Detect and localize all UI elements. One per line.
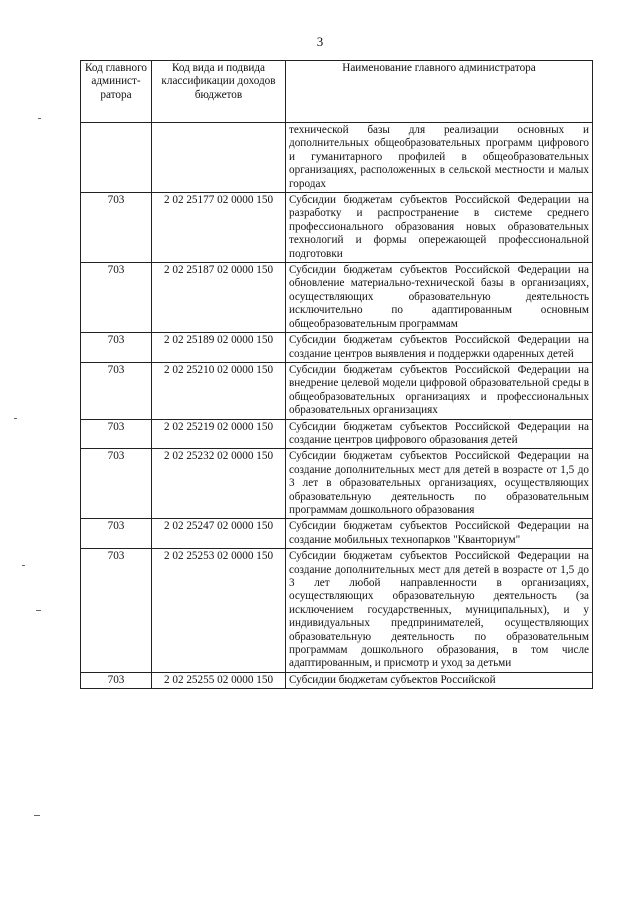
classification-code-cell: 2 02 25247 02 0000 150 (152, 519, 286, 549)
admin-code-cell: 703 (81, 333, 152, 363)
admin-name-cell: Субсидии бюджетам субъектов Российской Федерации на внедрение целевой модели цифровой образовательной среды в общеобразовательных организациях и профессиональных образовательных организациях (286, 362, 593, 419)
admin-name-cell: Субсидии бюджетам субъектов Российской Федерации на создание дополнительных мест для детей в возрасте от 1,5 до 3 лет в образовательных организациях, осуществляющих образовательную деятельность по образовательным программам дошкольного образования (286, 449, 593, 519)
admin-name-cell: Субсидии бюджетам субъектов Российской Федерации на создание центров цифрового образования детей (286, 419, 593, 449)
admin-code-cell: 703 (81, 519, 152, 549)
revenue-codes-table (80, 60, 593, 689)
table-row (81, 672, 593, 688)
admin-code-cell: 703 (81, 419, 152, 449)
admin-code-cell: 703 (81, 449, 152, 519)
admin-code-cell: 703 (81, 263, 152, 333)
page-number: 3 (316, 34, 324, 49)
classification-code-cell: 2 02 25232 02 0000 150 (152, 449, 286, 519)
classification-code-cell: 2 02 25210 02 0000 150 (152, 362, 286, 419)
admin-name-cell: Субсидии бюджетам субъектов Российской Федерации на создание мобильных технопарков "Кванториум" (286, 519, 593, 549)
classification-code-cell: 2 02 25187 02 0000 150 (152, 263, 286, 333)
header-classification-code: Код вида и подвида классификации доходов бюджетов (152, 61, 286, 123)
scan-speck (14, 418, 17, 419)
header-admin-name: Наименование главного администратора (286, 61, 593, 123)
table-row (81, 333, 593, 363)
admin-code-cell (81, 123, 152, 193)
classification-code-cell: 2 02 25177 02 0000 150 (152, 193, 286, 263)
scan-speck (38, 118, 41, 119)
classification-code-cell: 2 02 25253 02 0000 150 (152, 549, 286, 673)
scan-speck (36, 610, 41, 611)
table-row (81, 519, 593, 549)
admin-name-cell: Субсидии бюджетам субъектов Российской Федерации на создание дополнительных мест для детей в возрасте от 1,5 до 3 лет любой направленности в организациях, осуществляющих образовательную деятельность (за исключением государственных, муниципальных), и у индивидуальных предпринимателей, осуществляющих образовательную деятельность по образовательным программам дошкольного образования, в том числе адаптированным, и присмотр и уход за детьми (286, 549, 593, 673)
table-row (81, 549, 593, 673)
table-row (81, 123, 593, 193)
table-row (81, 263, 593, 333)
table-header-row (81, 61, 593, 123)
admin-name-cell: Субсидии бюджетам субъектов Российской Федерации на разработку и распространение в системе среднего профессионального образования новых образовательных технологий и формы опережающей профессиональной подготовки (286, 193, 593, 263)
admin-name-cell: Субсидии бюджетам субъектов Российской (286, 672, 593, 688)
admin-name-cell: технической базы для реализации основных и дополнительных общеобразовательных программ цифрового и гуманитарного профилей в общеобразовательных организациях, расположенных в сельской местности и малых городах (286, 123, 593, 193)
admin-code-cell: 703 (81, 193, 152, 263)
header-admin-code: Код главного админист-ратора (81, 61, 152, 123)
admin-name-cell: Субсидии бюджетам субъектов Российской Федерации на создание центров выявления и поддержки одаренных детей (286, 333, 593, 363)
admin-code-cell: 703 (81, 362, 152, 419)
classification-code-cell: 2 02 25255 02 0000 150 (152, 672, 286, 688)
classification-code-cell (152, 123, 286, 193)
admin-name-cell: Субсидии бюджетам субъектов Российской Федерации на обновление материально-технической базы в организациях, осуществляющих образовательную деятельность исключительно по адаптированным основным общеобразовательным программам (286, 263, 593, 333)
scan-speck (34, 815, 40, 816)
classification-code-cell: 2 02 25219 02 0000 150 (152, 419, 286, 449)
classification-code-cell: 2 02 25189 02 0000 150 (152, 333, 286, 363)
table-row (81, 193, 593, 263)
admin-code-cell: 703 (81, 549, 152, 673)
table-row (81, 419, 593, 449)
admin-code-cell: 703 (81, 672, 152, 688)
table-row (81, 449, 593, 519)
table-row (81, 362, 593, 419)
scan-speck (22, 565, 25, 566)
